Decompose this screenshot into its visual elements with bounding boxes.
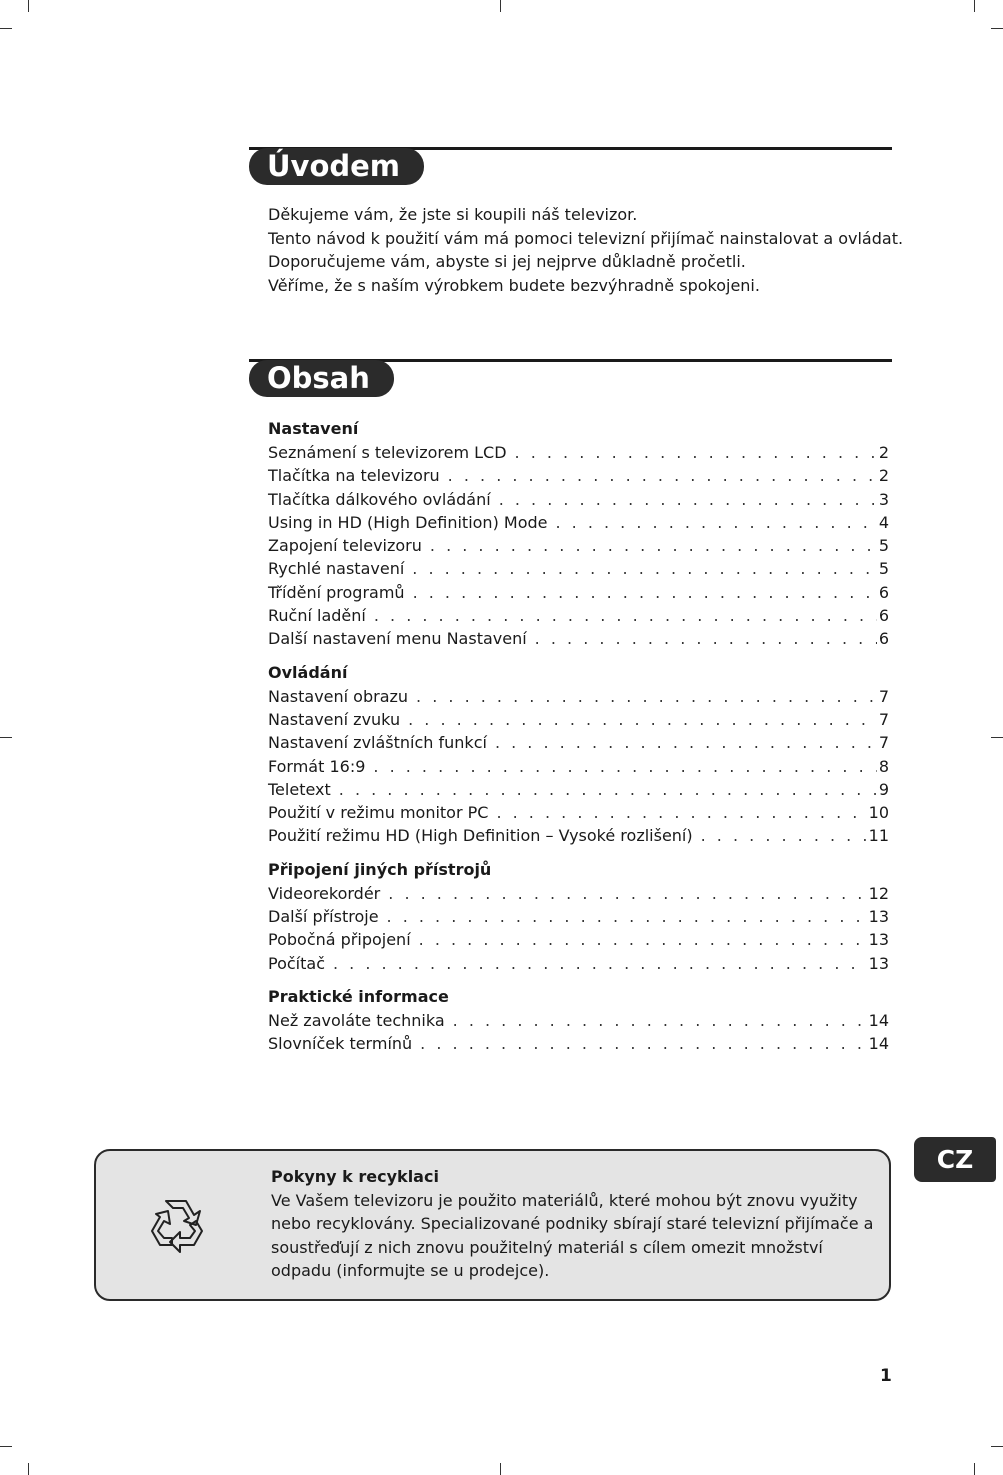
- toc-leader-dots: [416, 685, 877, 708]
- toc-entry-page: 5: [878, 559, 889, 579]
- toc-leader-dots: [496, 801, 866, 824]
- table-of-contents: [268, 417, 889, 1066]
- toc-entry-label: Videorekordér: [268, 883, 381, 903]
- toc-leader-dots: [373, 755, 876, 778]
- toc-entry-label: Tlačítka na televizoru: [268, 466, 440, 486]
- toc-group-heading: Nastavení: [268, 419, 359, 438]
- toc-entry-page: 7: [878, 686, 889, 706]
- toc-entry-label: Pobočná připojení: [268, 930, 411, 950]
- toc-entry[interactable]: [268, 905, 889, 928]
- toc-group: [268, 858, 889, 975]
- toc-entry-label: Zapojení televizoru: [268, 536, 422, 556]
- toc-header: [249, 359, 892, 399]
- toc-leader-dots: [333, 952, 867, 975]
- crop-mark: [991, 737, 1003, 738]
- intro-line: Tento návod k použití vám má pomoci televizní přijímač nainstalovat a ovládat.: [268, 228, 904, 248]
- toc-entry-label: Použití v režimu monitor PC: [268, 803, 489, 823]
- toc-entry-page: 14: [868, 1034, 889, 1054]
- crop-mark: [0, 28, 12, 29]
- toc-leader-dots: [420, 1032, 866, 1055]
- crop-mark: [500, 0, 501, 12]
- recycling-notice: [94, 1149, 891, 1301]
- toc-entry-page: 5: [878, 536, 889, 556]
- toc-entry[interactable]: [268, 557, 889, 580]
- toc-group-heading: Ovládání: [268, 662, 348, 682]
- toc-entry[interactable]: [268, 708, 889, 731]
- toc-entry-label: Slovníček termínů: [268, 1034, 413, 1054]
- language-tab: CZ: [914, 1137, 996, 1182]
- toc-entry-page: 6: [878, 582, 889, 602]
- toc-group-heading: Praktické informace: [268, 986, 449, 1006]
- toc-entry-label: Než zavoláte technika: [268, 1010, 445, 1030]
- toc-leader-dots: [339, 778, 877, 801]
- toc-leader-dots: [388, 882, 866, 905]
- toc-leader-dots: [453, 1009, 867, 1032]
- toc-leader-dots: [374, 604, 877, 627]
- toc-entry[interactable]: [268, 464, 889, 487]
- toc-entry-page: 10: [868, 803, 889, 823]
- crop-mark: [991, 1446, 1003, 1447]
- toc-group-heading: Připojení jiných přístrojů: [268, 859, 492, 879]
- toc-entry-page: 7: [878, 709, 889, 729]
- recycling-title: Pokyny k recyklaci: [271, 1167, 439, 1186]
- crop-mark: [0, 1446, 12, 1447]
- toc-entry[interactable]: [268, 511, 889, 534]
- toc-entry[interactable]: [268, 731, 889, 754]
- intro-title: Úvodem: [249, 148, 424, 185]
- toc-leader-dots: [413, 581, 877, 604]
- toc-entry[interactable]: [268, 1032, 889, 1055]
- toc-entry-page: 3: [878, 489, 889, 509]
- toc-entry-page: 4: [878, 512, 889, 532]
- toc-entry[interactable]: [268, 801, 889, 824]
- toc-entry-page: 9: [878, 779, 889, 799]
- toc-entry[interactable]: [268, 488, 889, 511]
- intro-line: Doporučujeme vám, abyste si jej nejprve důkladně pročetli.: [268, 252, 746, 271]
- toc-leader-dots: [499, 488, 877, 511]
- toc-entry-label: Seznámení s televizorem LCD: [268, 443, 507, 462]
- toc-entry-label: Formát 16:9: [268, 756, 366, 776]
- toc-entry-page: 7: [878, 733, 889, 753]
- toc-entry[interactable]: [268, 824, 889, 847]
- toc-entry-label: Ruční ladění: [268, 606, 366, 626]
- toc-entry-label: Tlačítka dálkového ovládání: [268, 489, 491, 509]
- crop-mark: [0, 737, 12, 738]
- intro-line: Děkujeme vám, že jste si koupili náš televizor.: [268, 205, 638, 224]
- toc-entry-page: 12: [868, 883, 889, 903]
- toc-entry-page: 13: [868, 953, 889, 973]
- toc-entry[interactable]: [268, 755, 889, 778]
- toc-entry[interactable]: [268, 581, 889, 604]
- intro-text: [268, 203, 903, 297]
- toc-entry-label: Nastavení zvuku: [268, 709, 401, 729]
- toc-entry[interactable]: [268, 534, 889, 557]
- toc-entry-page: 14: [868, 1010, 889, 1030]
- toc-entry-label: Počítač: [268, 953, 325, 973]
- toc-entry[interactable]: [268, 882, 889, 905]
- toc-entry[interactable]: [268, 627, 889, 650]
- toc-leader-dots: [419, 928, 867, 951]
- toc-leader-dots: [408, 708, 877, 731]
- toc-entry-page: 6: [878, 606, 889, 626]
- toc-entry-page: 13: [868, 930, 889, 950]
- toc-entry-label: Teletext: [268, 779, 331, 799]
- toc-leader-dots: [535, 627, 877, 650]
- toc-leader-dots: [495, 731, 877, 754]
- recycling-text: [271, 1165, 881, 1283]
- crop-mark: [991, 28, 1003, 29]
- toc-leader-dots: [387, 905, 867, 928]
- toc-entry-label: Další přístroje: [268, 907, 379, 927]
- crop-mark: [500, 1463, 501, 1475]
- toc-entry[interactable]: [268, 928, 889, 951]
- toc-entry[interactable]: [268, 441, 889, 464]
- toc-entry-label: Nastavení obrazu: [268, 686, 409, 706]
- toc-entry-label: Rychlé nastavení: [268, 559, 405, 579]
- toc-group: [268, 985, 889, 1056]
- toc-entry[interactable]: [268, 778, 889, 801]
- toc-entry[interactable]: [268, 685, 889, 708]
- toc-entry-label: Nastavení zvláštních funkcí: [268, 733, 487, 753]
- toc-entry-label: Using in HD (High Definition) Mode: [268, 512, 548, 532]
- toc-leader-dots: [701, 824, 867, 847]
- toc-entry[interactable]: [268, 604, 889, 627]
- toc-title: Obsah: [249, 360, 394, 397]
- toc-leader-dots: [412, 557, 877, 580]
- crop-mark: [974, 0, 975, 12]
- toc-entry-page: 2: [878, 443, 889, 462]
- toc-entry[interactable]: [268, 1009, 889, 1032]
- recycle-icon: [140, 1191, 212, 1263]
- toc-leader-dots: [448, 464, 877, 487]
- toc-entry-page: 13: [868, 907, 889, 927]
- intro-line: Věříme, že s naším výrobkem budete bezvýhradně spokojeni.: [268, 275, 760, 295]
- toc-entry-page: 2: [878, 466, 889, 486]
- recycling-body: Ve Vašem televizoru je použito materiálů, které mohou být znovu využity nebo recyklovány. Specializované podniky sbírají staré televizní přijímače a soustřeďují z nich znovu použitelný materiál s cílem omezit množství odpadu (informujte se u prodejce).: [271, 1190, 874, 1280]
- page-number: 1: [880, 1366, 892, 1386]
- toc-group: [268, 661, 889, 848]
- toc-entry-label: Další nastavení menu Nastavení: [268, 629, 527, 649]
- toc-entry-page: 11: [868, 826, 889, 846]
- crop-mark: [28, 0, 29, 12]
- toc-group: [268, 417, 889, 651]
- intro-header: [249, 147, 892, 187]
- toc-entry-label: Třídění programů: [268, 582, 405, 602]
- toc-entry-label: Použití režimu HD (High Definition – Vysoké rozlišení): [268, 826, 693, 846]
- toc-leader-dots: [515, 441, 877, 464]
- toc-leader-dots: [430, 534, 877, 557]
- crop-mark: [974, 1463, 975, 1475]
- toc-entry[interactable]: [268, 952, 889, 975]
- toc-leader-dots: [555, 511, 876, 534]
- toc-entry-page: 6: [878, 629, 889, 649]
- crop-mark: [28, 1463, 29, 1475]
- toc-entry-page: 8: [878, 756, 889, 776]
